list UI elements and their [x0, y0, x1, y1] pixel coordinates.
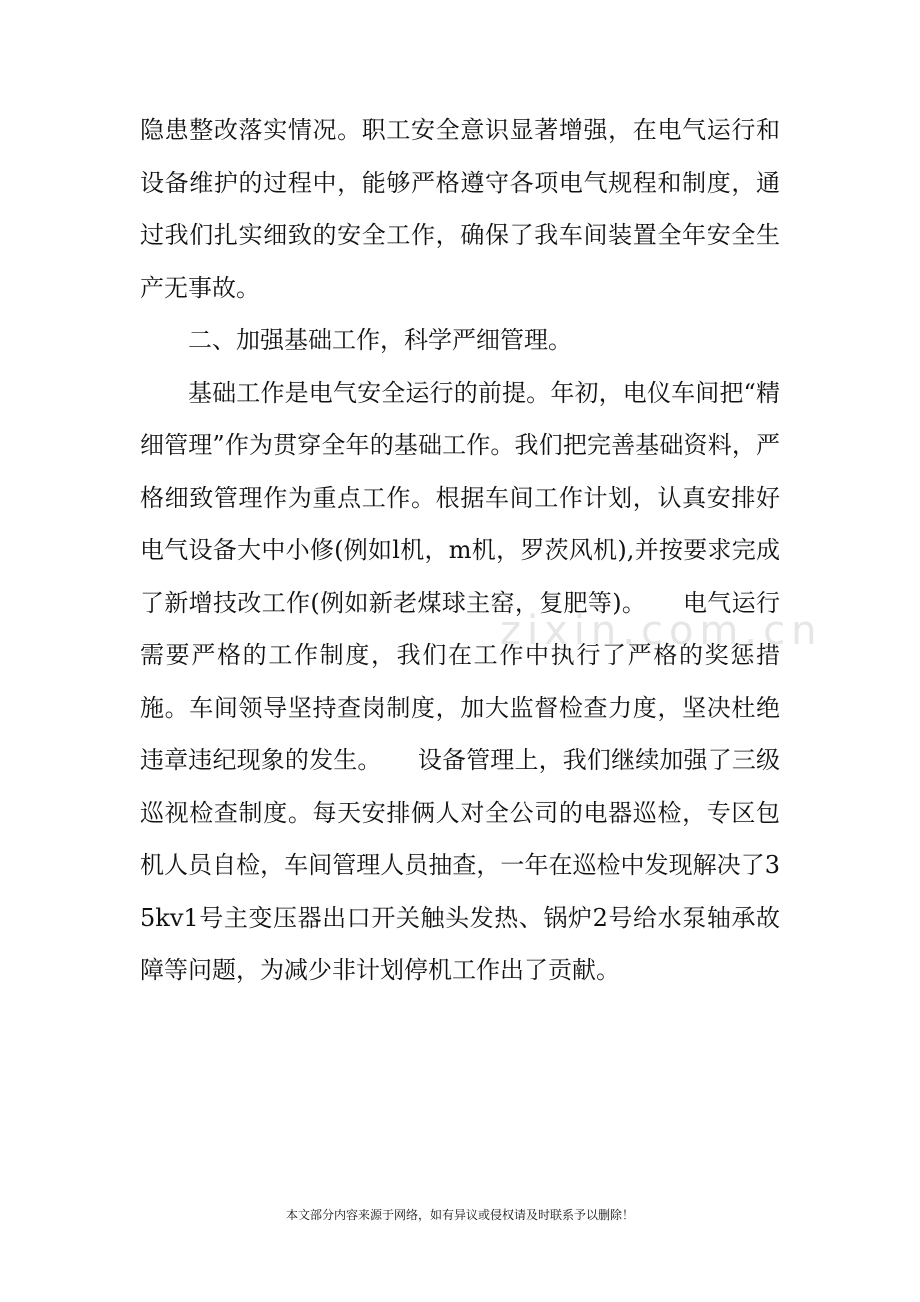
- footer-disclaimer: 本文部分内容来源于网络，如有异议或侵权请及时联系予以删除！: [285, 1208, 634, 1222]
- paragraph-2: 基础工作是电气安全运行的前提。年初，电仪车间把“精细管理”作为贯穿全年的基础工作。我们把完善基础资料，严格细致管理作为重点工作。根据车间工作计划，认真安排好电气设备大中小修(例如l机，m机，罗茨风机),并按要求完成了新增技改工作(例如新老煤球主窑，复肥等)。 电气运行需要严格的工作制度，我们在工作中执行了严格的奖惩措施。车间领导坚持查岗制度，加大监督检查力度，坚决杜绝违章违纪现象的发生。 设备管理上，我们继续加强了三级巡视检查制度。每天安排俩人对全公司的电器巡检，专区包机人员自检，车间管理人员抽查，一年在巡检中发现解决了35kv1号主变压器出口开关触头发热、锅炉2号给水泵轴承故障等问题，为减少非计划停机工作出了贡献。: [140, 378, 780, 984]
- paragraph-1: 隐患整改落实情况。职工安全意识显著增强，在电气运行和设备维护的过程中，能够严格遵守各项电气规程和制度，通过我们扎实细致的安全工作，确保了我车间装置全年安全生产无事故。: [140, 116, 780, 302]
- section-heading: 二、加强基础工作，科学严细管理。: [188, 326, 572, 354]
- document-body: [140, 104, 780, 997]
- watermark: zixin.com.cn: [500, 608, 823, 654]
